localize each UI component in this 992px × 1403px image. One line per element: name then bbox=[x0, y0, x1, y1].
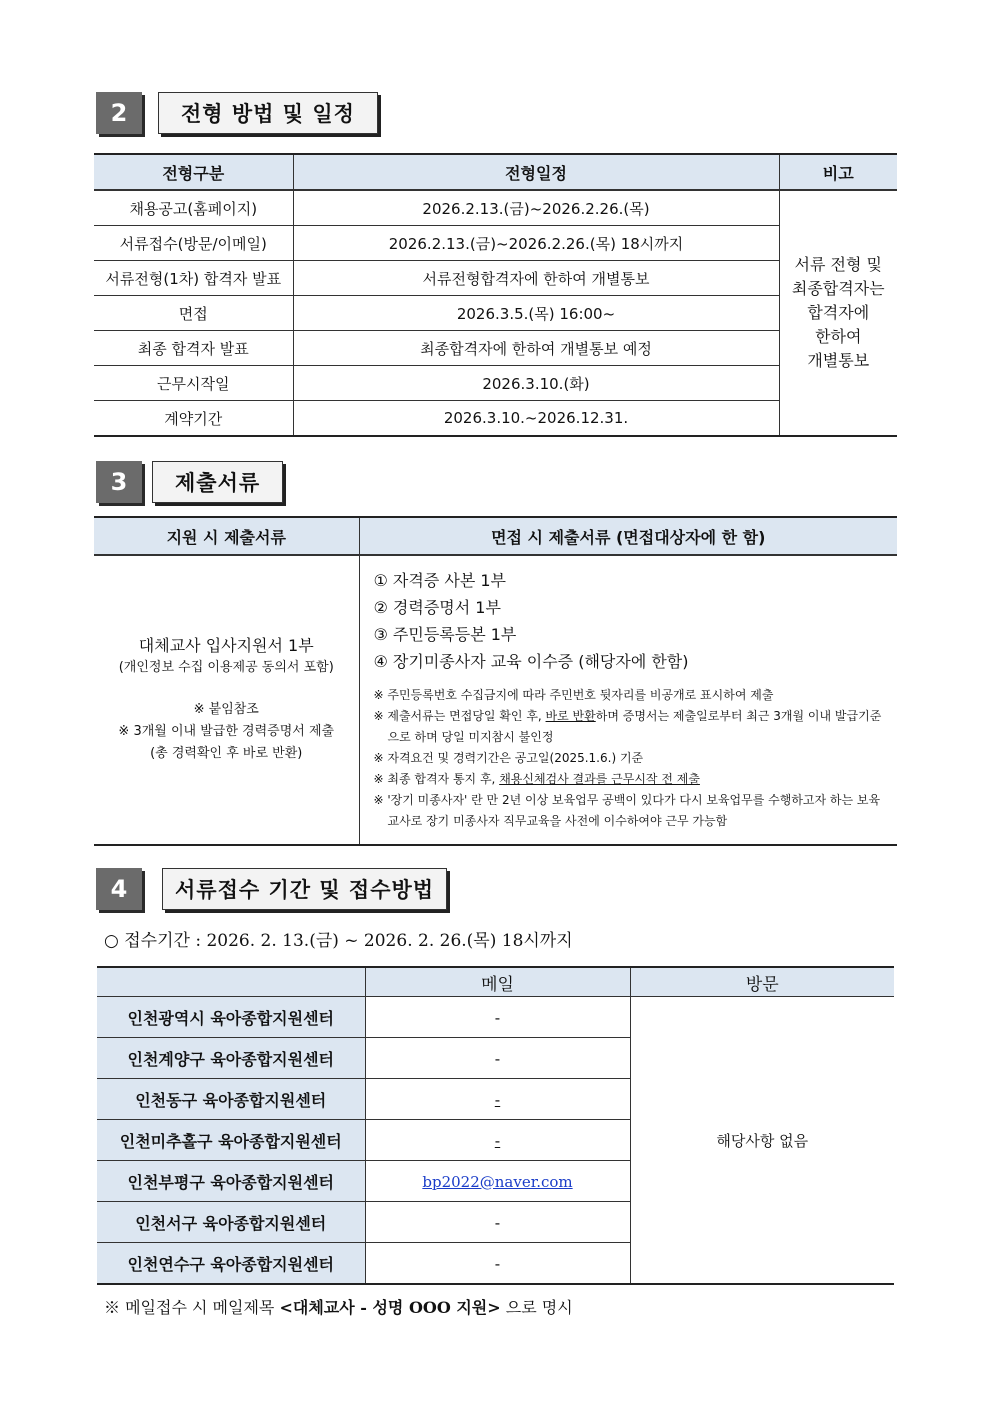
table-row bbox=[97, 997, 894, 1038]
schedule-cell: 2026.3.5.(목) 16:00~ bbox=[293, 296, 779, 331]
list-item: ④ 장기미종사자 교육 이수증 (해당자에 한함) bbox=[373, 651, 689, 671]
center-name: 인천동구 육아종합지원센터 bbox=[97, 1079, 365, 1120]
career-cert-note: ※ 3개월 이내 발급한 경력증명서 제출 bbox=[118, 724, 335, 739]
table-header-row bbox=[97, 967, 894, 997]
stage-cell: 서류전형(1차) 합격자 발표 bbox=[94, 261, 293, 296]
note-text: 하며 증명서는 제출일로부터 최근 3개월 이내 발급기준으로 하며 당일 미지참시 불인정 bbox=[387, 708, 882, 744]
stage-cell: 최종 합격자 발표 bbox=[94, 331, 293, 366]
remark-line: 최종합격자는 bbox=[791, 279, 885, 298]
header-cell: 전형구분 bbox=[94, 154, 293, 190]
schedule-cell: 2026.2.13.(금)~2026.2.26.(목) 18시까지 bbox=[293, 226, 779, 261]
section-4-number: 4 bbox=[96, 868, 142, 910]
mail-cell bbox=[365, 1120, 630, 1161]
submission-table bbox=[97, 966, 894, 1285]
table-row bbox=[94, 190, 897, 226]
mail-cell: - bbox=[365, 997, 630, 1038]
remark-line: 한하여 bbox=[815, 327, 862, 346]
section-3-title: 제출서류 bbox=[152, 461, 283, 503]
remark-cell bbox=[779, 190, 897, 436]
table-row bbox=[94, 401, 897, 437]
mail-link[interactable]: - bbox=[494, 1130, 501, 1150]
application-docs-cell bbox=[94, 555, 359, 845]
note-text: ※ 제출서류는 면접당일 확인 후, bbox=[373, 708, 546, 723]
header-cell: 방문 bbox=[630, 967, 894, 997]
table-row bbox=[94, 261, 897, 296]
center-name: 인천서구 육아종합지원센터 bbox=[97, 1202, 365, 1243]
schedule-cell: 2026.3.10.(화) bbox=[293, 366, 779, 401]
stage-cell: 서류접수(방문/이메일) bbox=[94, 226, 293, 261]
remark-line: 개별통보 bbox=[807, 351, 870, 370]
mail-link[interactable]: - bbox=[494, 1089, 501, 1109]
mail-cell bbox=[365, 1079, 630, 1120]
mail-subject-note bbox=[104, 1295, 573, 1318]
header-cell: 면접 시 제출서류 (면접대상자에 한 함) bbox=[359, 517, 897, 555]
table-row bbox=[94, 366, 897, 401]
note-item bbox=[374, 769, 888, 790]
mail-cell bbox=[365, 1161, 630, 1202]
center-name: 인천광역시 육아종합지원센터 bbox=[97, 997, 365, 1038]
interview-docs-cell bbox=[359, 555, 897, 845]
stage-cell: 면접 bbox=[94, 296, 293, 331]
header-cell bbox=[97, 967, 365, 997]
schedule-cell: 서류전형합격자에 한하여 개별통보 bbox=[293, 261, 779, 296]
mail-cell: - bbox=[365, 1243, 630, 1285]
note-item: ※ 주민등록번호 수집금지에 따라 주민번호 뒷자리를 비공개로 표시하여 제출 bbox=[373, 687, 774, 702]
table-row bbox=[94, 226, 897, 261]
stage-cell: 근무시작일 bbox=[94, 366, 293, 401]
note-underline: 바로 반환 bbox=[545, 708, 596, 723]
application-form-line: 대체교사 입사지원서 1부 bbox=[138, 636, 314, 655]
note-text: ※ 최종 합격자 통지 후, bbox=[373, 771, 500, 786]
consent-line: (개인정보 수집 이용제공 동의서 포함) bbox=[118, 660, 334, 675]
header-cell: 비고 bbox=[779, 154, 897, 190]
schedule-cell: 2026.2.13.(금)~2026.2.26.(목) bbox=[293, 190, 779, 226]
section-4-header bbox=[96, 868, 447, 910]
table-header-row bbox=[94, 154, 897, 190]
header-cell: 지원 시 제출서류 bbox=[94, 517, 359, 555]
email-link[interactable]: bp2022@naver.com bbox=[422, 1172, 573, 1191]
center-name: 인천계양구 육아종합지원센터 bbox=[97, 1038, 365, 1079]
table-row bbox=[94, 555, 897, 845]
table-row bbox=[94, 331, 897, 366]
center-name: 인천연수구 육아종합지원센터 bbox=[97, 1243, 365, 1285]
mail-cell: - bbox=[365, 1038, 630, 1079]
section-4-title: 서류접수 기간 및 접수방법 bbox=[162, 868, 447, 910]
list-item: ③ 주민등록등본 1부 bbox=[373, 624, 517, 644]
note-text: 으로 명시 bbox=[500, 1298, 573, 1317]
documents-table bbox=[94, 516, 897, 846]
center-name: 인천미추홀구 육아종합지원센터 bbox=[97, 1120, 365, 1161]
note-item: ※ '장기 미종사자' 란 만 2년 이상 보육업무 공백이 있다가 다시 보육업무를 수행하고자 하는 보육교사로 장기 미종사자 직무교육을 사전에 이수하여야 근무 가능함 bbox=[373, 792, 881, 828]
schedule-cell: 2026.3.10.~2026.12.31. bbox=[293, 401, 779, 437]
stage-cell: 계약기간 bbox=[94, 401, 293, 437]
section-2-title: 전형 방법 및 일정 bbox=[158, 92, 378, 134]
section-2-number: 2 bbox=[96, 92, 142, 134]
table-row bbox=[94, 296, 897, 331]
application-period: ○ 접수기간 : 2026. 2. 13.(금) ~ 2026. 2. 26.(목) 18시까지 bbox=[104, 931, 573, 951]
schedule-cell: 최종합격자에 한하여 개별통보 예정 bbox=[293, 331, 779, 366]
stage-cell: 채용공고(홈페이지) bbox=[94, 190, 293, 226]
section-3-header bbox=[96, 461, 283, 503]
attachment-note: ※ 붙임참조 bbox=[193, 702, 259, 717]
section-2-header bbox=[96, 92, 378, 134]
header-cell: 전형일정 bbox=[293, 154, 779, 190]
schedule-table bbox=[94, 153, 897, 437]
note-bold: <대체교사 - 성명 OOO 지원> bbox=[279, 1298, 501, 1317]
remark-line: 서류 전형 및 bbox=[794, 255, 882, 274]
remark-line: 합격자에 bbox=[807, 303, 870, 322]
return-note: (총 경력확인 후 바로 반환) bbox=[150, 746, 303, 761]
center-name: 인천부평구 육아종합지원센터 bbox=[97, 1161, 365, 1202]
list-item: ① 자격증 사본 1부 bbox=[373, 570, 507, 590]
note-underline: 채용신체검사 결과를 근무시작 전 제출 bbox=[499, 771, 700, 786]
section-3-number: 3 bbox=[96, 461, 142, 503]
note-text: ※ 메일접수 시 메일제목 bbox=[104, 1298, 280, 1317]
table-header-row bbox=[94, 517, 897, 555]
mail-cell: - bbox=[365, 1202, 630, 1243]
note-item bbox=[374, 706, 888, 748]
note-item: ※ 자격요건 및 경력기간은 공고일(2025.1.6.) 기준 bbox=[373, 750, 644, 765]
visit-cell: 해당사항 없음 bbox=[630, 997, 894, 1285]
list-item: ② 경력증명서 1부 bbox=[373, 597, 501, 617]
header-cell: 메일 bbox=[365, 967, 630, 997]
